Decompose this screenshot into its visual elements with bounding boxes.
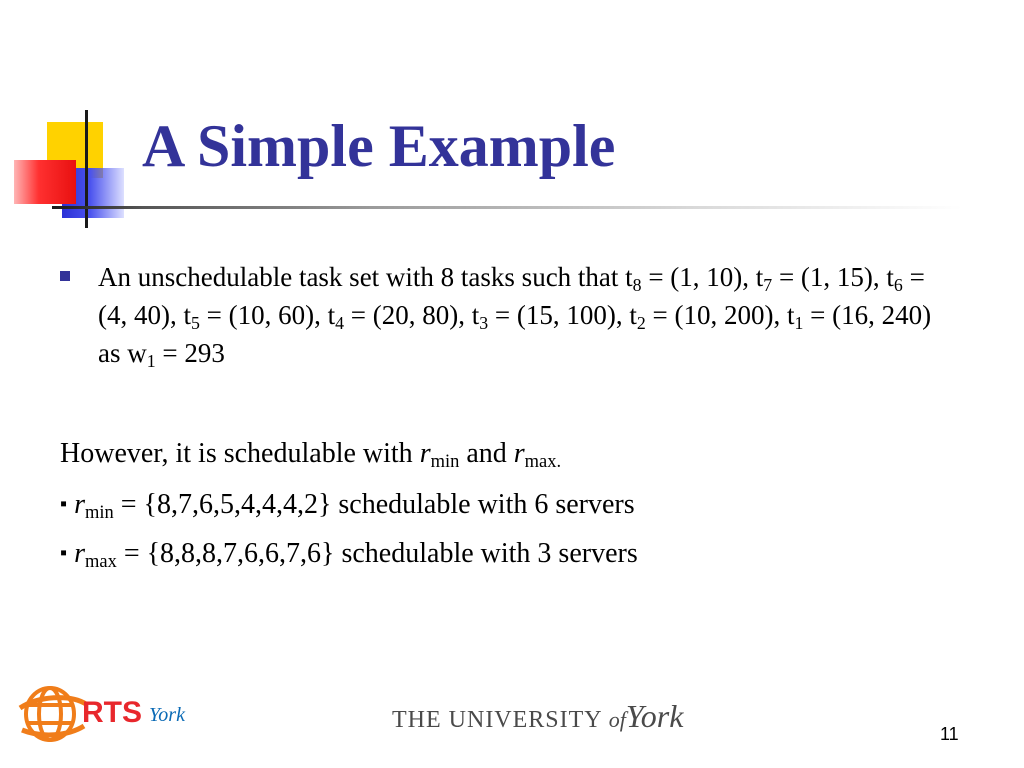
bullet-text-part: = (20, 80), t [344,300,480,330]
however-text: However, it is schedulable with [60,438,420,469]
task-index: 4 [335,312,345,333]
university-of-york-logo [392,698,683,735]
title-decoration [0,100,140,240]
small-square-bullet-icon: ▪ [60,542,68,564]
task-index: 8 [632,274,642,295]
task-index: 6 [893,274,903,295]
bullet-text-part: = 293 [155,338,225,368]
vertical-line-decoration [85,110,88,228]
task-index: 1 [794,312,804,333]
task-index: 7 [763,274,773,295]
however-line [60,436,561,472]
rmin-line [60,486,635,523]
bullet-text-part: An unschedulable task set with 8 tasks such that t [98,262,633,292]
small-square-bullet-icon: ▪ [60,493,68,515]
task-index: 5 [190,312,200,333]
bullet-text-part: = (10, 200), t [645,300,795,330]
rmax-line [60,535,638,572]
title-underline [52,206,962,209]
bullet-text-part: = (16, 240) as w [98,300,932,368]
rmin-text: = {8,7,6,5,4,4,4,2} schedulable with 6 servers [113,489,635,520]
bullet-text-part: = (10, 60), t [199,300,336,330]
bullet-text-part: = (4, 40), t [98,262,925,330]
r-symbol: r [419,438,431,469]
bullet-text-part: = (15, 100), t [488,300,637,330]
red-square-decoration [14,160,76,204]
university-of-text: of [608,707,626,732]
r-subscript: max. [524,451,562,472]
r-subscript: min [430,451,460,472]
task-index: 2 [636,312,646,333]
rmax-text: = {8,8,8,7,6,6,7,6} schedulable with 3 servers [116,538,638,569]
bullet-text [98,258,940,372]
however-text: and [459,438,514,469]
globe-icon [18,678,88,750]
bullet-text-part: = (1, 15), t [772,262,894,292]
r-symbol: r [513,438,525,469]
university-york-text: York [625,698,684,734]
page-number: 11 [940,724,959,744]
slide-title: A Simple Example [142,113,616,179]
rts-york-logo [18,678,208,750]
task-index: 1 [146,350,156,371]
university-text: THE UNIVERSITY [392,707,602,733]
r-symbol: r [74,489,85,520]
square-bullet-icon [60,271,70,281]
task-index: 3 [479,312,489,333]
bullet-item [60,258,940,372]
rts-logo-york: York [149,704,185,726]
rts-logo-text: RTS [82,696,142,729]
r-subscript: max [85,551,117,572]
bullet-text-part: = (1, 10), t [641,262,764,292]
r-subscript: min [85,502,114,523]
r-symbol: r [74,538,85,569]
